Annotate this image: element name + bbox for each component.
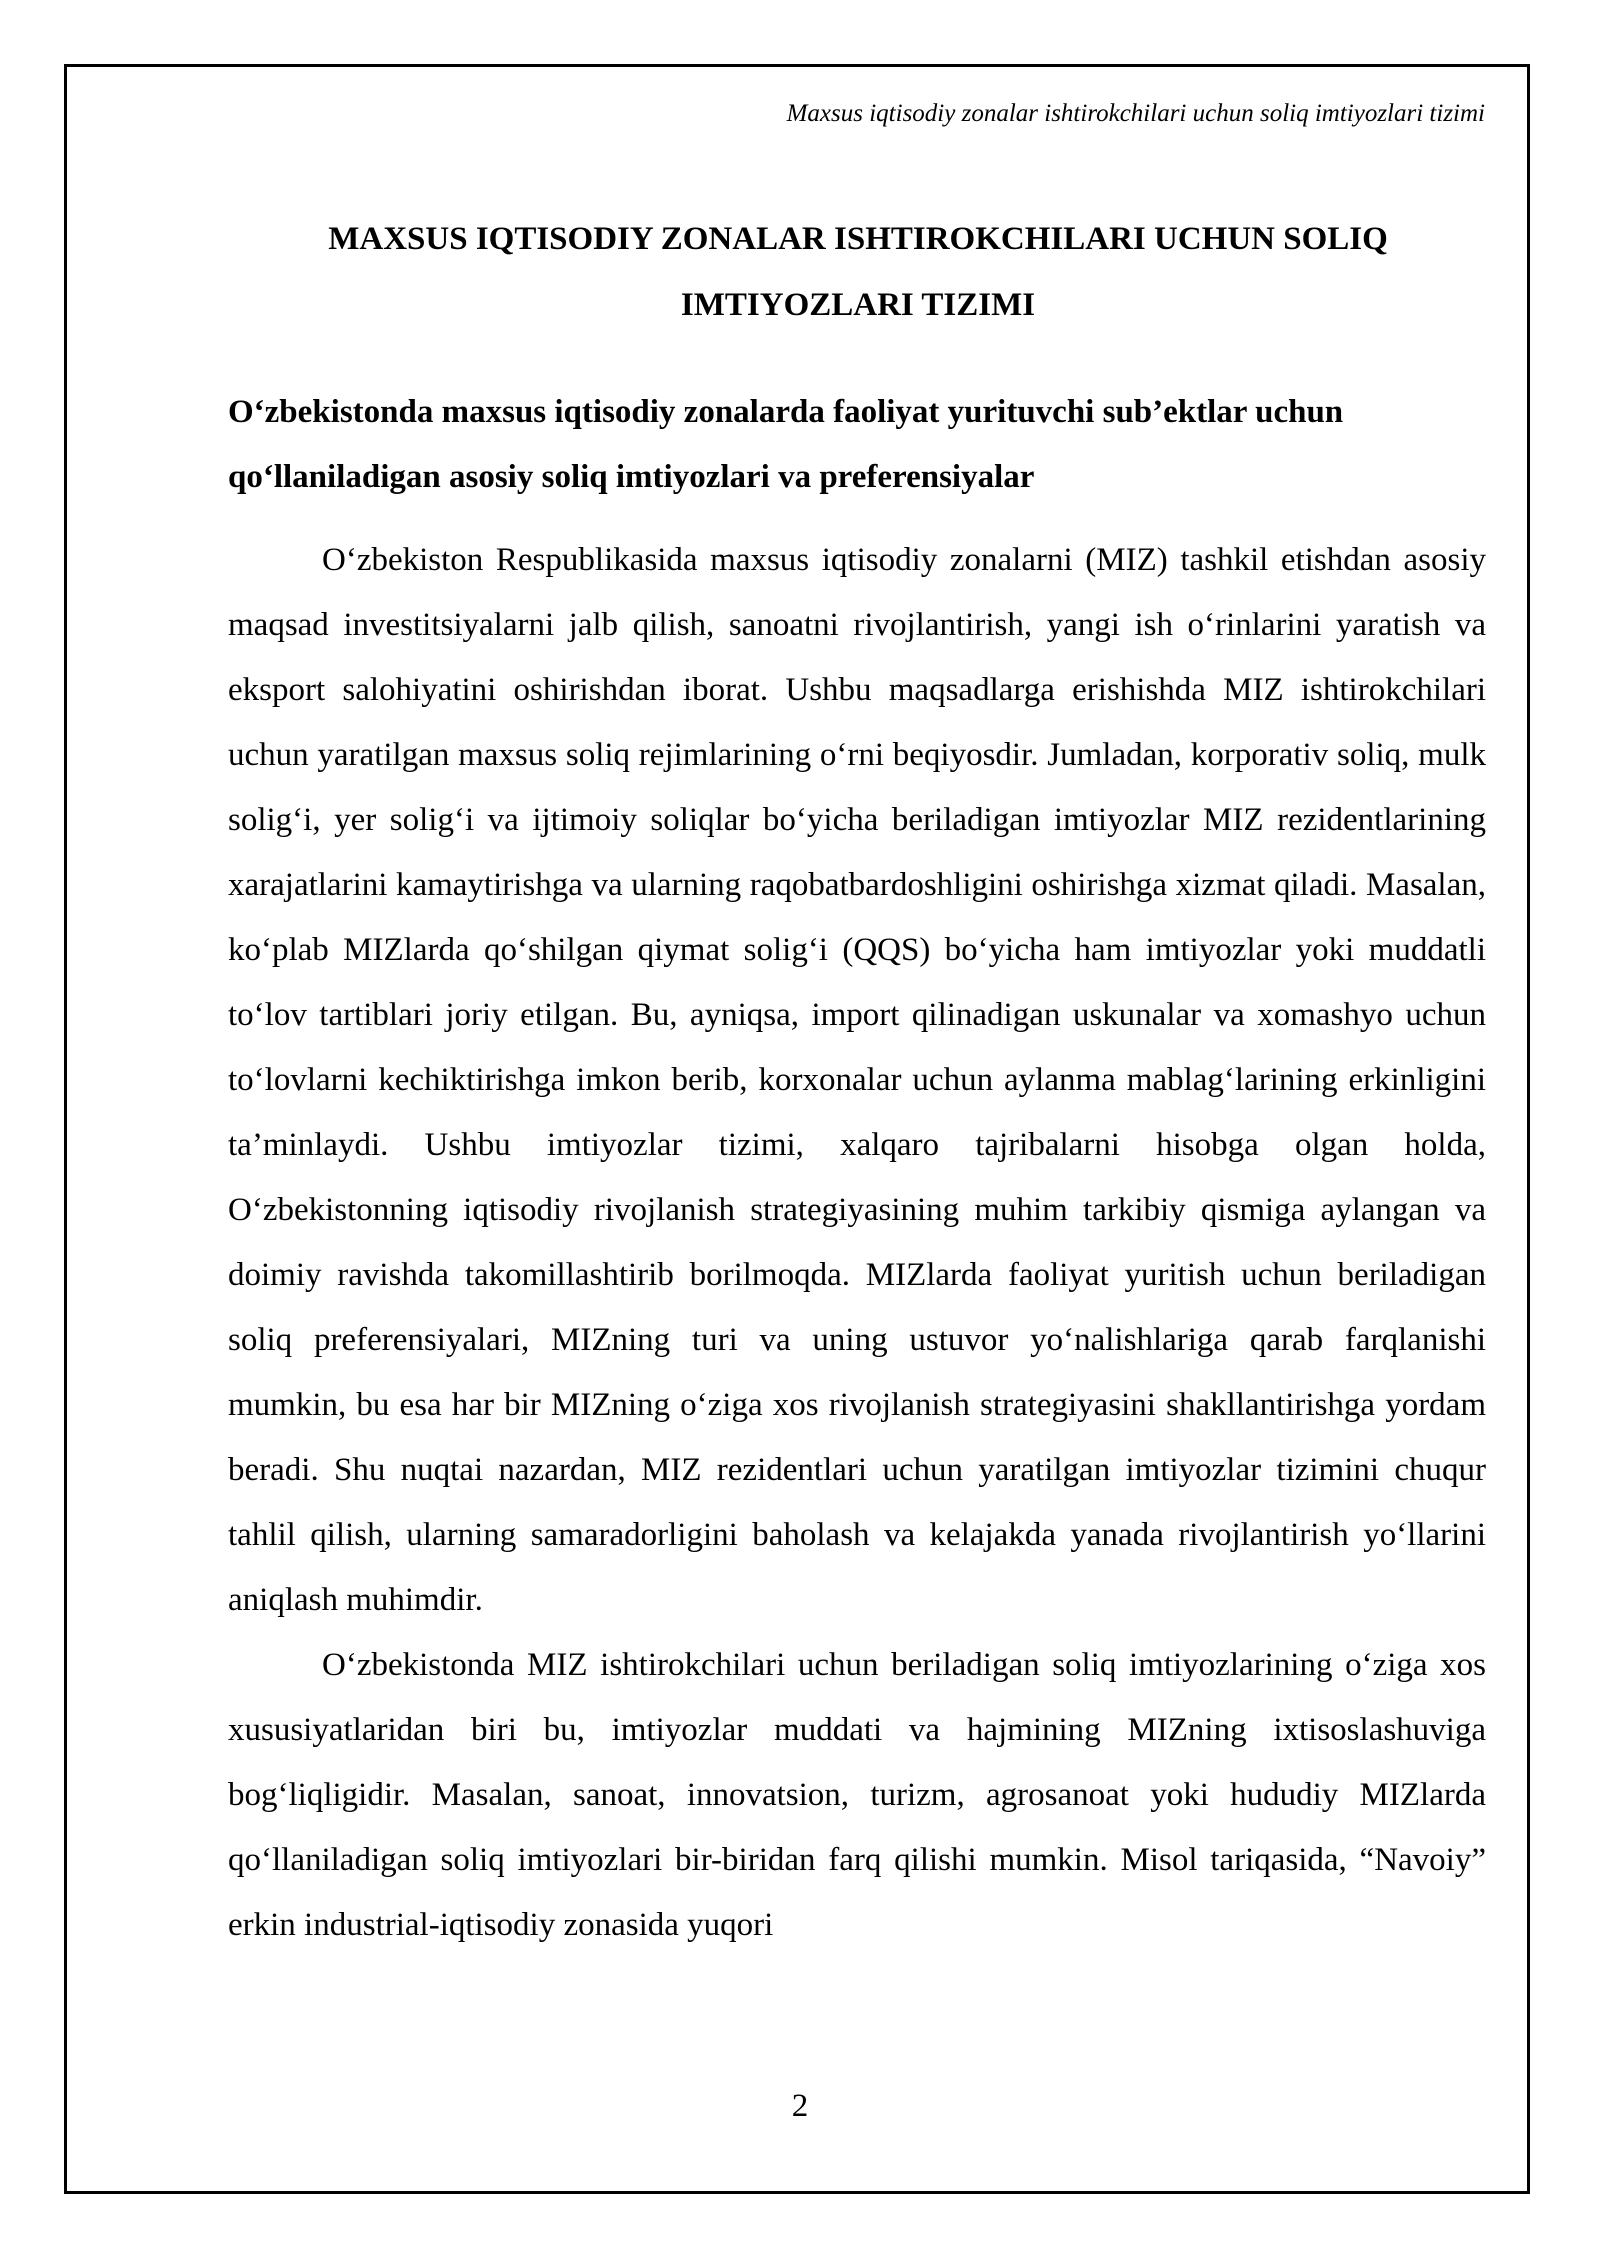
paragraph: O‘zbekistonda MIZ ishtirokchilari uchun beriladigan soliq imtiyozlarining o‘ziga xos xususiyatlaridan biri bu, imtiyozlar muddati va hajmining MIZning ixtisoslashuviga bog‘liqligidir. Masalan, sanoat, innovatsion, turizm, agrosanoat yoki hududiy MIZlarda qo‘llaniladigan soliq imtiyozlari bir-biridan farq qilishi mumkin. Misol tariqasida, “Navoiy” erkin industrial-iqtisodiy zonasida yuqori	[228, 1647, 1486, 1943]
paragraph: O‘zbekiston Respublikasida maxsus iqtisodiy zonalarni (MIZ) tashkil etishdan asosiy maqsad investitsiyalarni jalb qilish, sanoatni rivojlantirish, yangi ish o‘rinlarini yaratish va eksport salohiyatini oshirishdan iborat. Ushbu maqsadlarga erishishda MIZ ishtirokchilari uchun yaratilgan maxsus soliq rejimlarining o‘rni beqiyosdir. Jumladan, korporativ soliq, mulk solig‘i, yer solig‘i va ijtimoiy soliqlar bo‘yicha beriladigan imtiyozlar MIZ rezidentlarining xarajatlarini kamaytirishga va ularning raqobatbardoshligini oshirishga xizmat qiladi. Masalan, ko‘plab MIZlarda qo‘shilgan qiymat solig‘i (QQS) bo‘yicha ham imtiyozlar yoki muddatli to‘lov tartiblari joriy etilgan. Bu, ayniqsa, import qilinadigan uskunalar va xomashyo uchun to‘lovlarni kechiktirishga imkon berib, korxonalar uchun aylanma mablag‘larining erkinligini ta’minlaydi. Ushbu imtiyozlar tizimi, xalqaro tajribalarni hisobga olgan holda, O‘zbekistonning iqtisodiy rivojlanish strategiyasining muhim tarkibiy qismiga aylangan va doimiy ravishda takomillashtirib borilmoqda. MIZlarda faoliyat yuritish uchun beriladigan soliq preferensiyalari, MIZning turi va uning ustuvor yo‘nalishlariga qarab farqlanishi mumkin, bu esa har bir MIZning o‘ziga xos rivojlanish strategiyasini shakllantirishga yordam beradi. Shu nuqtai nazardan, MIZ rezidentlari uchun yaratilgan imtiyozlar tizimini chuqur tahlil qilish, ularning samaradorligini baholash va kelajakda yanada rivojlantirish yo‘llarini aniqlash muhimdir.	[228, 542, 1486, 1618]
body-text	[228, 528, 1486, 1958]
running-header: Maxsus iqtisodiy zonalar ishtirokchilari uchun soliq imtiyozlari tizimi	[786, 100, 1485, 127]
page-number: 2	[791, 2088, 809, 2124]
section-heading: O‘zbekistonda maxsus iqtisodiy zonalarda faoliyat yurituvchi sub’ektlar uchun qo‘llaniladigan asosiy soliq imtiyozlari va preferensiyalar	[228, 394, 1344, 495]
document-title: MAXSUS IQTISODIY ZONALAR ISHTIROKCHILARI UCHUN SOLIQ IMTIYOZLARI TIZIMI	[328, 221, 1388, 323]
